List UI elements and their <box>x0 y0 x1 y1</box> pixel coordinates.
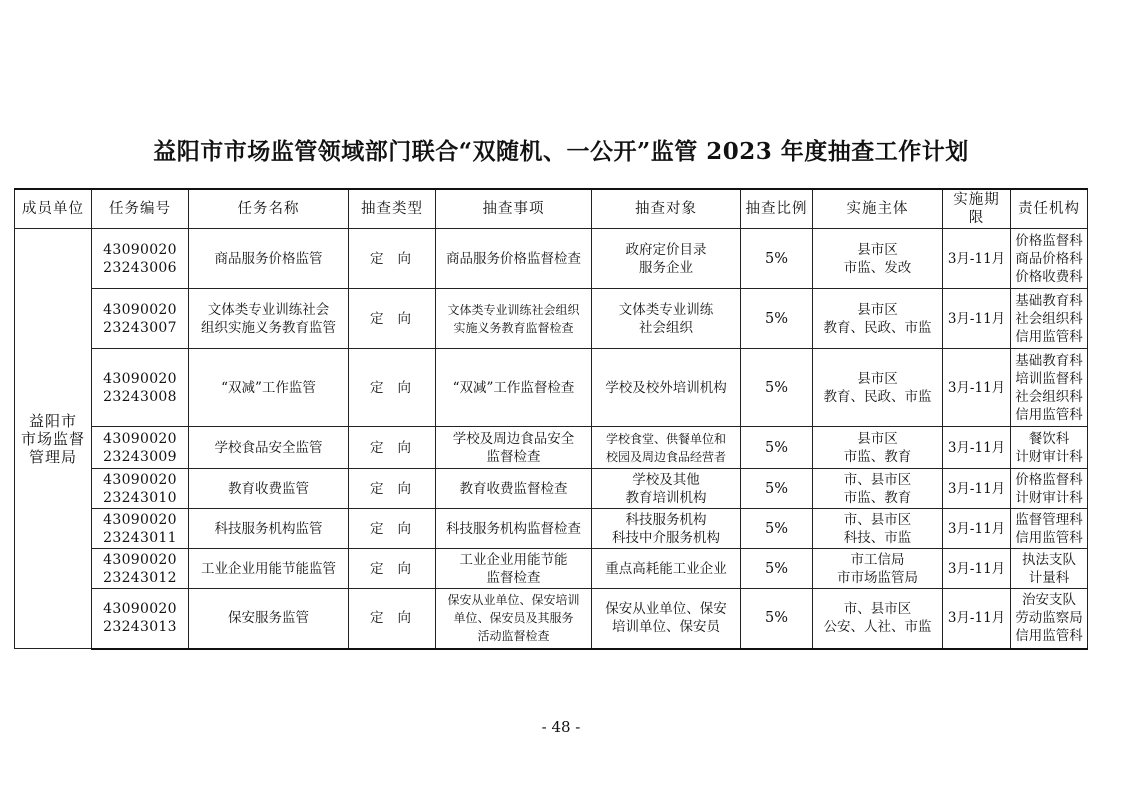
task-code-cell: 43090020 23243011 <box>92 509 189 549</box>
inspection-ratio-cell: 5% <box>741 349 813 427</box>
inspection-item-cell: 文体类专业训练社会组织 实施义务教育监督检查 <box>436 289 592 349</box>
inspection-type-cell: 定向 <box>349 349 436 427</box>
implementing-body-cell: 市工信局 市市场监管局 <box>813 549 943 589</box>
inspection-type-cell: 定向 <box>349 289 436 349</box>
inspection-type-cell: 定向 <box>349 469 436 509</box>
table-row <box>15 469 1088 509</box>
inspection-ratio-cell: 5% <box>741 289 813 349</box>
inspection-item-cell: 科技服务机构监督检查 <box>436 509 592 549</box>
responsible-agency-cell: 监督管理科 信用监管科 <box>1011 509 1088 549</box>
implementing-body-cell: 市、县市区 公安、人社、市监 <box>813 589 943 649</box>
header-task-name: 任务名称 <box>189 189 349 229</box>
inspection-type-cell: 定向 <box>349 549 436 589</box>
responsible-agency-cell: 价格监督科 商品价格科 价格收费科 <box>1011 229 1088 289</box>
inspection-target-cell: 学校食堂、供餐单位和 校园及周边食品经营者 <box>592 427 741 469</box>
inspection-plan-table <box>14 188 1088 650</box>
task-name-cell: 商品服务价格监管 <box>189 229 349 289</box>
inspection-ratio-cell: 5% <box>741 469 813 509</box>
inspection-item-cell: “双减”工作监督检查 <box>436 349 592 427</box>
task-name-cell: “双减”工作监管 <box>189 349 349 427</box>
inspection-item-cell: 工业企业用能节能 监督检查 <box>436 549 592 589</box>
implementing-body-cell: 县市区 市监、教育 <box>813 427 943 469</box>
task-code-cell: 43090020 23243006 <box>92 229 189 289</box>
task-name-cell: 教育收费监管 <box>189 469 349 509</box>
table-header-row <box>15 189 1088 229</box>
header-inspection-ratio: 抽查比例 <box>741 189 813 229</box>
task-name-cell: 学校食品安全监管 <box>189 427 349 469</box>
implementing-body-cell: 县市区 教育、民政、市监 <box>813 289 943 349</box>
period-cell: 3月-11月 <box>943 229 1011 289</box>
inspection-type-cell: 定向 <box>349 589 436 649</box>
header-task-code: 任务编号 <box>92 189 189 229</box>
task-code-cell: 43090020 23243009 <box>92 427 189 469</box>
inspection-ratio-cell: 5% <box>741 427 813 469</box>
implementing-body-cell: 县市区 教育、民政、市监 <box>813 349 943 427</box>
table-row <box>15 229 1088 289</box>
task-name-cell: 科技服务机构监管 <box>189 509 349 549</box>
inspection-type-cell: 定向 <box>349 229 436 289</box>
header-inspection-item: 抽查事项 <box>436 189 592 229</box>
inspection-target-cell: 文体类专业训练 社会组织 <box>592 289 741 349</box>
period-cell: 3月-11月 <box>943 289 1011 349</box>
header-inspection-type: 抽查类型 <box>349 189 436 229</box>
header-inspection-target: 抽查对象 <box>592 189 741 229</box>
responsible-agency-cell: 餐饮科 计财审计科 <box>1011 427 1088 469</box>
implementing-body-cell: 县市区 市监、发改 <box>813 229 943 289</box>
inspection-ratio-cell: 5% <box>741 509 813 549</box>
table-row <box>15 589 1088 649</box>
inspection-type-cell: 定向 <box>349 427 436 469</box>
table-row <box>15 427 1088 469</box>
inspection-target-cell: 重点高耗能工业企业 <box>592 549 741 589</box>
header-implementing-body: 实施主体 <box>813 189 943 229</box>
inspection-item-cell: 保安从业单位、保安培训 单位、保安员及其服务 活动监督检查 <box>436 589 592 649</box>
responsible-agency-cell: 价格监督科 计财审计科 <box>1011 469 1088 509</box>
period-cell: 3月-11月 <box>943 469 1011 509</box>
inspection-item-cell: 教育收费监督检查 <box>436 469 592 509</box>
task-code-cell: 43090020 23243008 <box>92 349 189 427</box>
inspection-ratio-cell: 5% <box>741 589 813 649</box>
implementing-body-cell: 市、县市区 市监、教育 <box>813 469 943 509</box>
period-cell: 3月-11月 <box>943 427 1011 469</box>
period-cell: 3月-11月 <box>943 509 1011 549</box>
header-responsible-agency: 责任机构 <box>1011 189 1088 229</box>
table-row <box>15 509 1088 549</box>
task-code-cell: 43090020 23243012 <box>92 549 189 589</box>
header-member-unit: 成员单位 <box>15 189 92 229</box>
page-title: 益阳市市场监管领域部门联合“双随机、一公开”监管 2023 年度抽查工作计划 <box>153 138 969 165</box>
period-cell: 3月-11月 <box>943 589 1011 649</box>
task-name-cell: 工业企业用能节能监管 <box>189 549 349 589</box>
header-period: 实施期限 <box>943 189 1011 229</box>
period-cell: 3月-11月 <box>943 549 1011 589</box>
inspection-item-cell: 学校及周边食品安全 监督检查 <box>436 427 592 469</box>
member-unit-cell: 益阳市 市场监督 管理局 <box>15 229 92 649</box>
task-code-cell: 43090020 23243010 <box>92 469 189 509</box>
table-row <box>15 549 1088 589</box>
inspection-type-cell: 定向 <box>349 509 436 549</box>
responsible-agency-cell: 执法支队 计量科 <box>1011 549 1088 589</box>
inspection-item-cell: 商品服务价格监督检查 <box>436 229 592 289</box>
inspection-ratio-cell: 5% <box>741 229 813 289</box>
inspection-target-cell: 学校及其他 教育培训机构 <box>592 469 741 509</box>
task-name-cell: 保安服务监管 <box>189 589 349 649</box>
inspection-target-cell: 保安从业单位、保安 培训单位、保安员 <box>592 589 741 649</box>
task-code-cell: 43090020 23243013 <box>92 589 189 649</box>
inspection-target-cell: 科技服务机构 科技中介服务机构 <box>592 509 741 549</box>
responsible-agency-cell: 基础教育科 社会组织科 信用监管科 <box>1011 289 1088 349</box>
responsible-agency-cell: 基础教育科 培训监督科 社会组织科 信用监管科 <box>1011 349 1088 427</box>
task-name-cell: 文体类专业训练社会 组织实施义务教育监管 <box>189 289 349 349</box>
table-row <box>15 349 1088 427</box>
page-number: - 48 - <box>541 718 581 736</box>
task-code-cell: 43090020 23243007 <box>92 289 189 349</box>
inspection-target-cell: 政府定价目录 服务企业 <box>592 229 741 289</box>
period-cell: 3月-11月 <box>943 349 1011 427</box>
table-row <box>15 289 1088 349</box>
inspection-target-cell: 学校及校外培训机构 <box>592 349 741 427</box>
responsible-agency-cell: 治安支队 劳动监察局 信用监管科 <box>1011 589 1088 649</box>
implementing-body-cell: 市、县市区 科技、市监 <box>813 509 943 549</box>
inspection-ratio-cell: 5% <box>741 549 813 589</box>
